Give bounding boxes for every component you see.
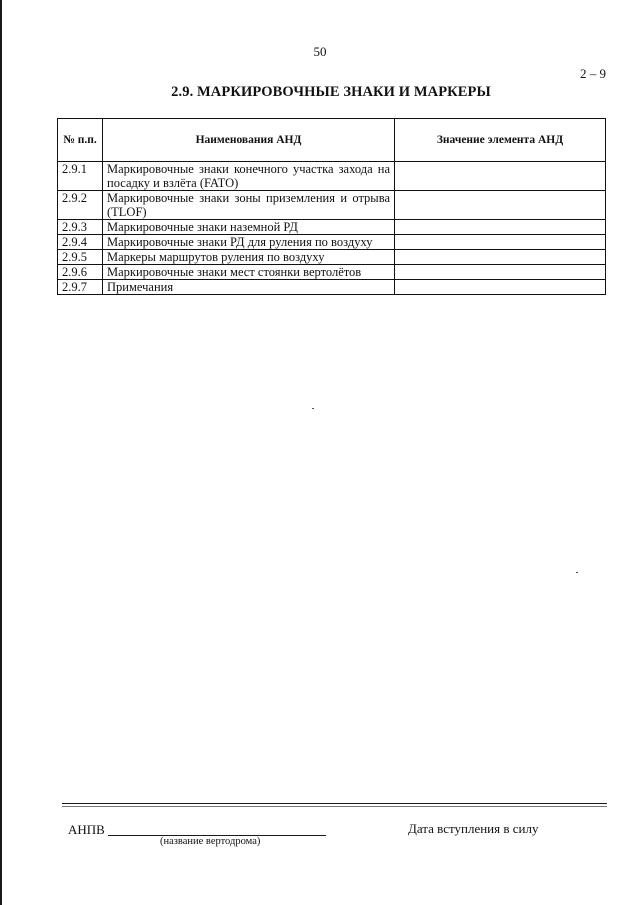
footer-rule-secondary (62, 806, 607, 807)
section-code: 2 – 9 (580, 66, 606, 81)
table-row (58, 235, 606, 250)
row-num: 2.9.5 (58, 250, 103, 265)
row-value-cell[interactable] (395, 235, 606, 250)
anpv-label: АНПВ (68, 822, 105, 837)
row-num: 2.9.3 (58, 220, 103, 235)
table-row (58, 220, 606, 235)
row-value-cell[interactable] (395, 220, 606, 235)
header-num: № п.п. (58, 119, 103, 162)
scan-speck (312, 408, 314, 409)
table-row (58, 265, 606, 280)
row-value-cell[interactable] (395, 250, 606, 265)
row-value-cell[interactable] (395, 280, 606, 295)
header-value: Значение элемента АНД (395, 119, 606, 162)
and-table (57, 118, 606, 295)
row-name: Маркировочные знаки наземной РД (103, 220, 395, 235)
row-value-cell[interactable] (395, 265, 606, 280)
section-title: 2.9. МАРКИРОВОЧНЫЕ ЗНАКИ И МАРКЕРЫ (171, 84, 491, 100)
row-name: Маркировочные знаки конечного участка захода на посадку и взлёта (FATO) (103, 162, 395, 191)
row-name: Маркировочные знаки зоны приземления и отрыва (TLOF) (103, 191, 395, 220)
header-name: Наименования АНД (103, 119, 395, 162)
table-row (58, 191, 606, 220)
table-row (58, 162, 606, 191)
row-name: Примечания (103, 280, 395, 295)
anpv-caption: (название вертодрома) (160, 836, 261, 847)
row-name: Маркеры маршрутов руления по воздуху (103, 250, 395, 265)
row-num: 2.9.6 (58, 265, 103, 280)
effective-date-label: Дата вступления в силу (408, 821, 539, 836)
row-num: 2.9.4 (58, 235, 103, 250)
row-num: 2.9.1 (58, 162, 103, 191)
page-number: 50 (313, 44, 327, 59)
table-header-row (58, 119, 606, 162)
table-row (58, 250, 606, 265)
row-name: Маркировочные знаки мест стоянки вертолётов (103, 265, 395, 280)
row-name: Маркировочные знаки РД для руления по воздуху (103, 235, 395, 250)
row-value-cell[interactable] (395, 162, 606, 191)
footer-rule (62, 803, 607, 804)
table-row (58, 280, 606, 295)
page-edge (0, 0, 2, 905)
scan-speck (576, 572, 578, 573)
row-num: 2.9.7 (58, 280, 103, 295)
row-value-cell[interactable] (395, 191, 606, 220)
row-num: 2.9.2 (58, 191, 103, 220)
